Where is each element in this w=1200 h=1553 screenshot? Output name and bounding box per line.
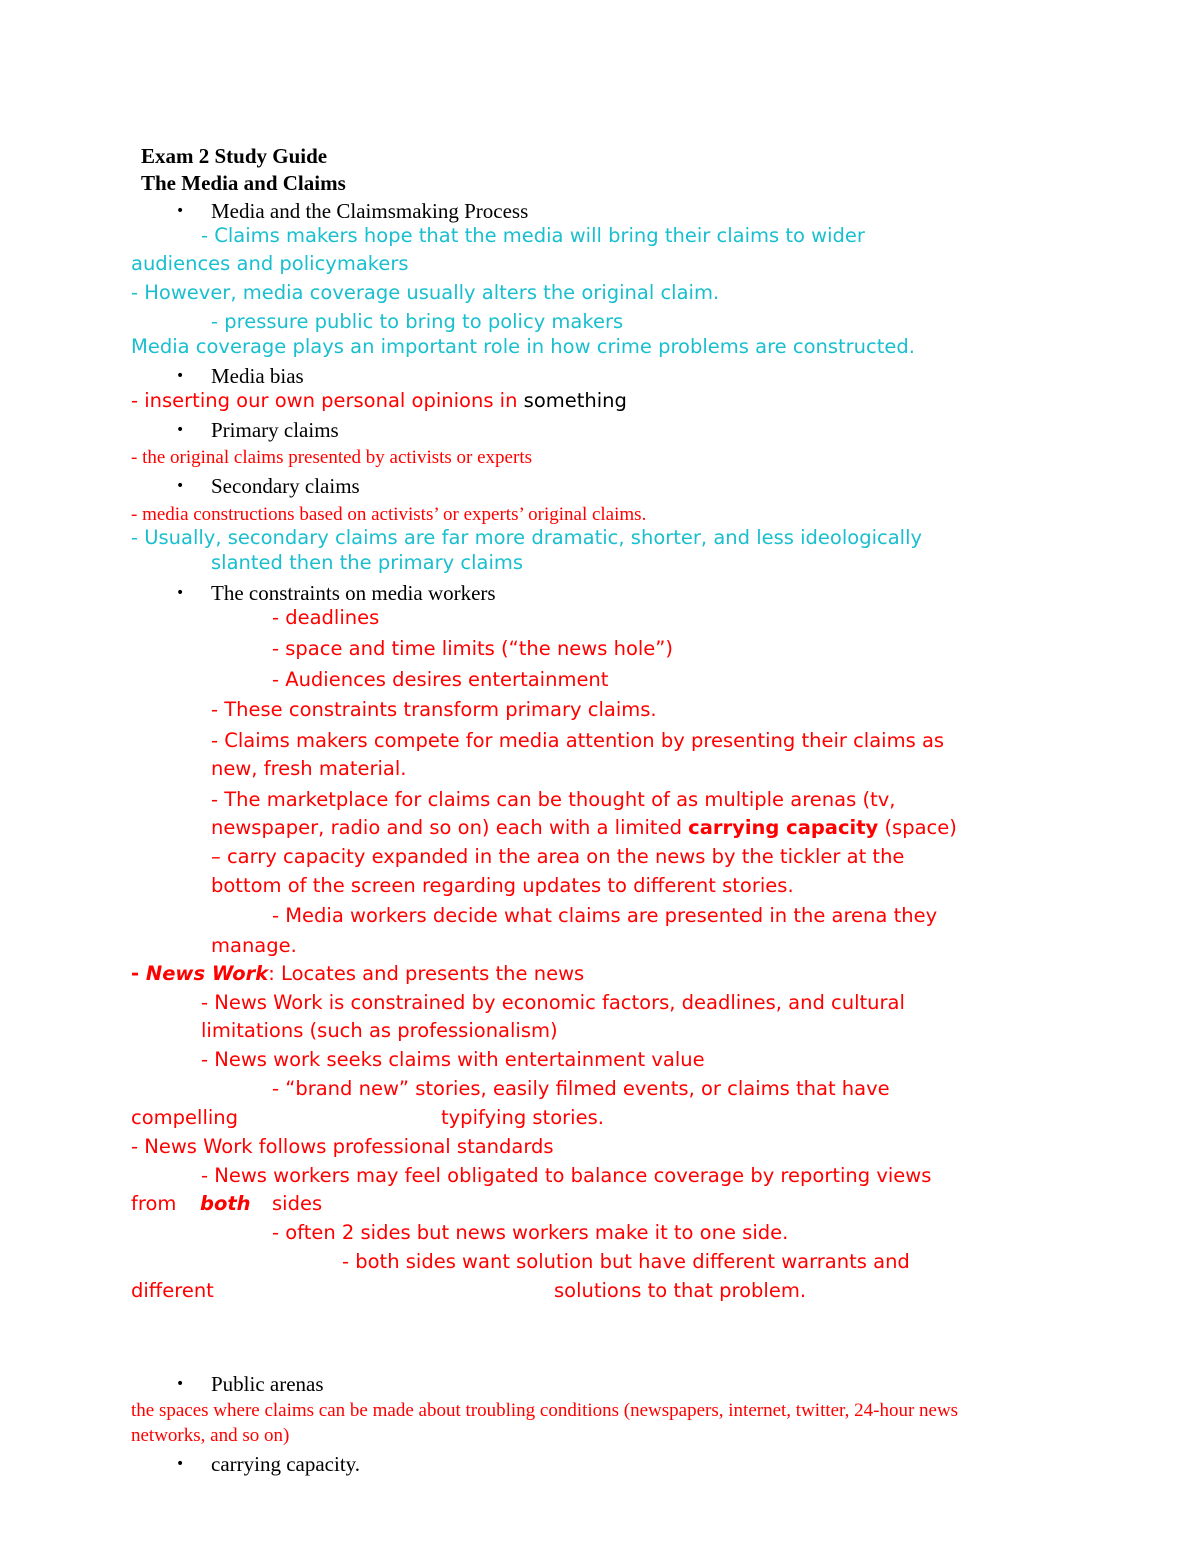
- note-line: manage.: [211, 934, 297, 957]
- note-line: limitations (such as professionalism): [201, 1019, 558, 1042]
- bullet-marker: •: [176, 478, 185, 494]
- note-line: the spaces where claims can be made about troubling conditions (newspapers, internet, twitter, 24-hour news: [131, 1400, 959, 1421]
- bullet-item: Media and the Claimsmaking Process: [211, 199, 529, 223]
- note-line: audiences and policymakers: [131, 252, 409, 275]
- bullet-marker: •: [176, 1456, 185, 1472]
- emphasis-term: carrying capacity: [688, 816, 879, 839]
- note-line: - the original claims presented by activists or experts: [131, 447, 532, 468]
- bullet-item: Primary claims: [211, 418, 339, 442]
- bullet-marker: •: [176, 422, 185, 438]
- note-line: - often 2 sides but news workers make it to one side.: [272, 1221, 789, 1244]
- note-line: - These constraints transform primary claims.: [211, 698, 657, 721]
- note-line: different: [131, 1279, 214, 1302]
- note-line: - Usually, secondary claims are far more dramatic, shorter, and less ideologically: [131, 526, 923, 549]
- note-line: sides: [272, 1192, 323, 1215]
- note-line: - News Work follows professional standards: [131, 1135, 554, 1158]
- note-line: typifying stories.: [441, 1106, 604, 1129]
- page-title: Exam 2 Study Guide: [141, 144, 328, 168]
- emphasis-term: News Work: [145, 962, 269, 985]
- note-line: slanted then the primary claims: [211, 551, 524, 574]
- note-line: - Claims makers compete for media attention by presenting their claims as: [211, 729, 945, 752]
- bullet-item: Public arenas: [211, 1372, 324, 1396]
- note-line: - both sides want solution but have different warrants and: [342, 1250, 910, 1273]
- note-line: - media constructions based on activists’ or experts’ original claims.: [131, 504, 647, 525]
- section-heading: The Media and Claims: [141, 171, 346, 195]
- emphasis-term: both: [200, 1192, 251, 1215]
- note-line: - space and time limits (“the news hole”): [272, 637, 674, 660]
- note-line: bottom of the screen regarding updates to different stories.: [211, 874, 794, 897]
- note-line: - pressure public to bring to policy makers: [211, 310, 624, 333]
- note-line: - News Work: Locates and presents the news: [131, 962, 585, 985]
- note-line: - Media workers decide what claims are presented in the arena they: [272, 904, 938, 927]
- note-line: - However, media coverage usually alters the original claim.: [131, 281, 720, 304]
- bullet-item: carrying capacity.: [211, 1452, 361, 1476]
- note-line: – carry capacity expanded in the area on the news by the tickler at the: [211, 845, 905, 868]
- bullet-item: Media bias: [211, 364, 304, 388]
- note-line: - Claims makers hope that the media will bring their claims to wider: [201, 224, 865, 247]
- note-line: - inserting our own personal opinions in something: [131, 389, 627, 412]
- note-line: Media coverage plays an important role in how crime problems are constructed.: [131, 335, 915, 358]
- note-line: from: [131, 1192, 177, 1215]
- note-line: networks, and so on): [131, 1425, 290, 1446]
- bullet-item: Secondary claims: [211, 474, 360, 498]
- note-line: compelling: [131, 1106, 239, 1129]
- note-line: newspaper, radio and so on) each with a limited carrying capacity (space): [211, 816, 957, 839]
- note-line: - Audiences desires entertainment: [272, 668, 609, 691]
- note-line: - deadlines: [272, 606, 380, 629]
- bullet-item: The constraints on media workers: [211, 581, 496, 605]
- note-line: - The marketplace for claims can be thought of as multiple arenas (tv,: [211, 788, 896, 811]
- note-line: solutions to that problem.: [554, 1279, 807, 1302]
- note-line: new, fresh material.: [211, 757, 407, 780]
- note-line: - “brand new” stories, easily filmed events, or claims that have: [272, 1077, 890, 1100]
- note-line: - News workers may feel obligated to balance coverage by reporting views: [201, 1164, 932, 1187]
- bullet-marker: •: [176, 368, 185, 384]
- bullet-marker: •: [176, 203, 185, 219]
- note-line: - News Work is constrained by economic factors, deadlines, and cultural: [201, 991, 905, 1014]
- bullet-marker: •: [176, 1376, 185, 1392]
- note-line: - News work seeks claims with entertainment value: [201, 1048, 705, 1071]
- bullet-marker: •: [176, 585, 185, 601]
